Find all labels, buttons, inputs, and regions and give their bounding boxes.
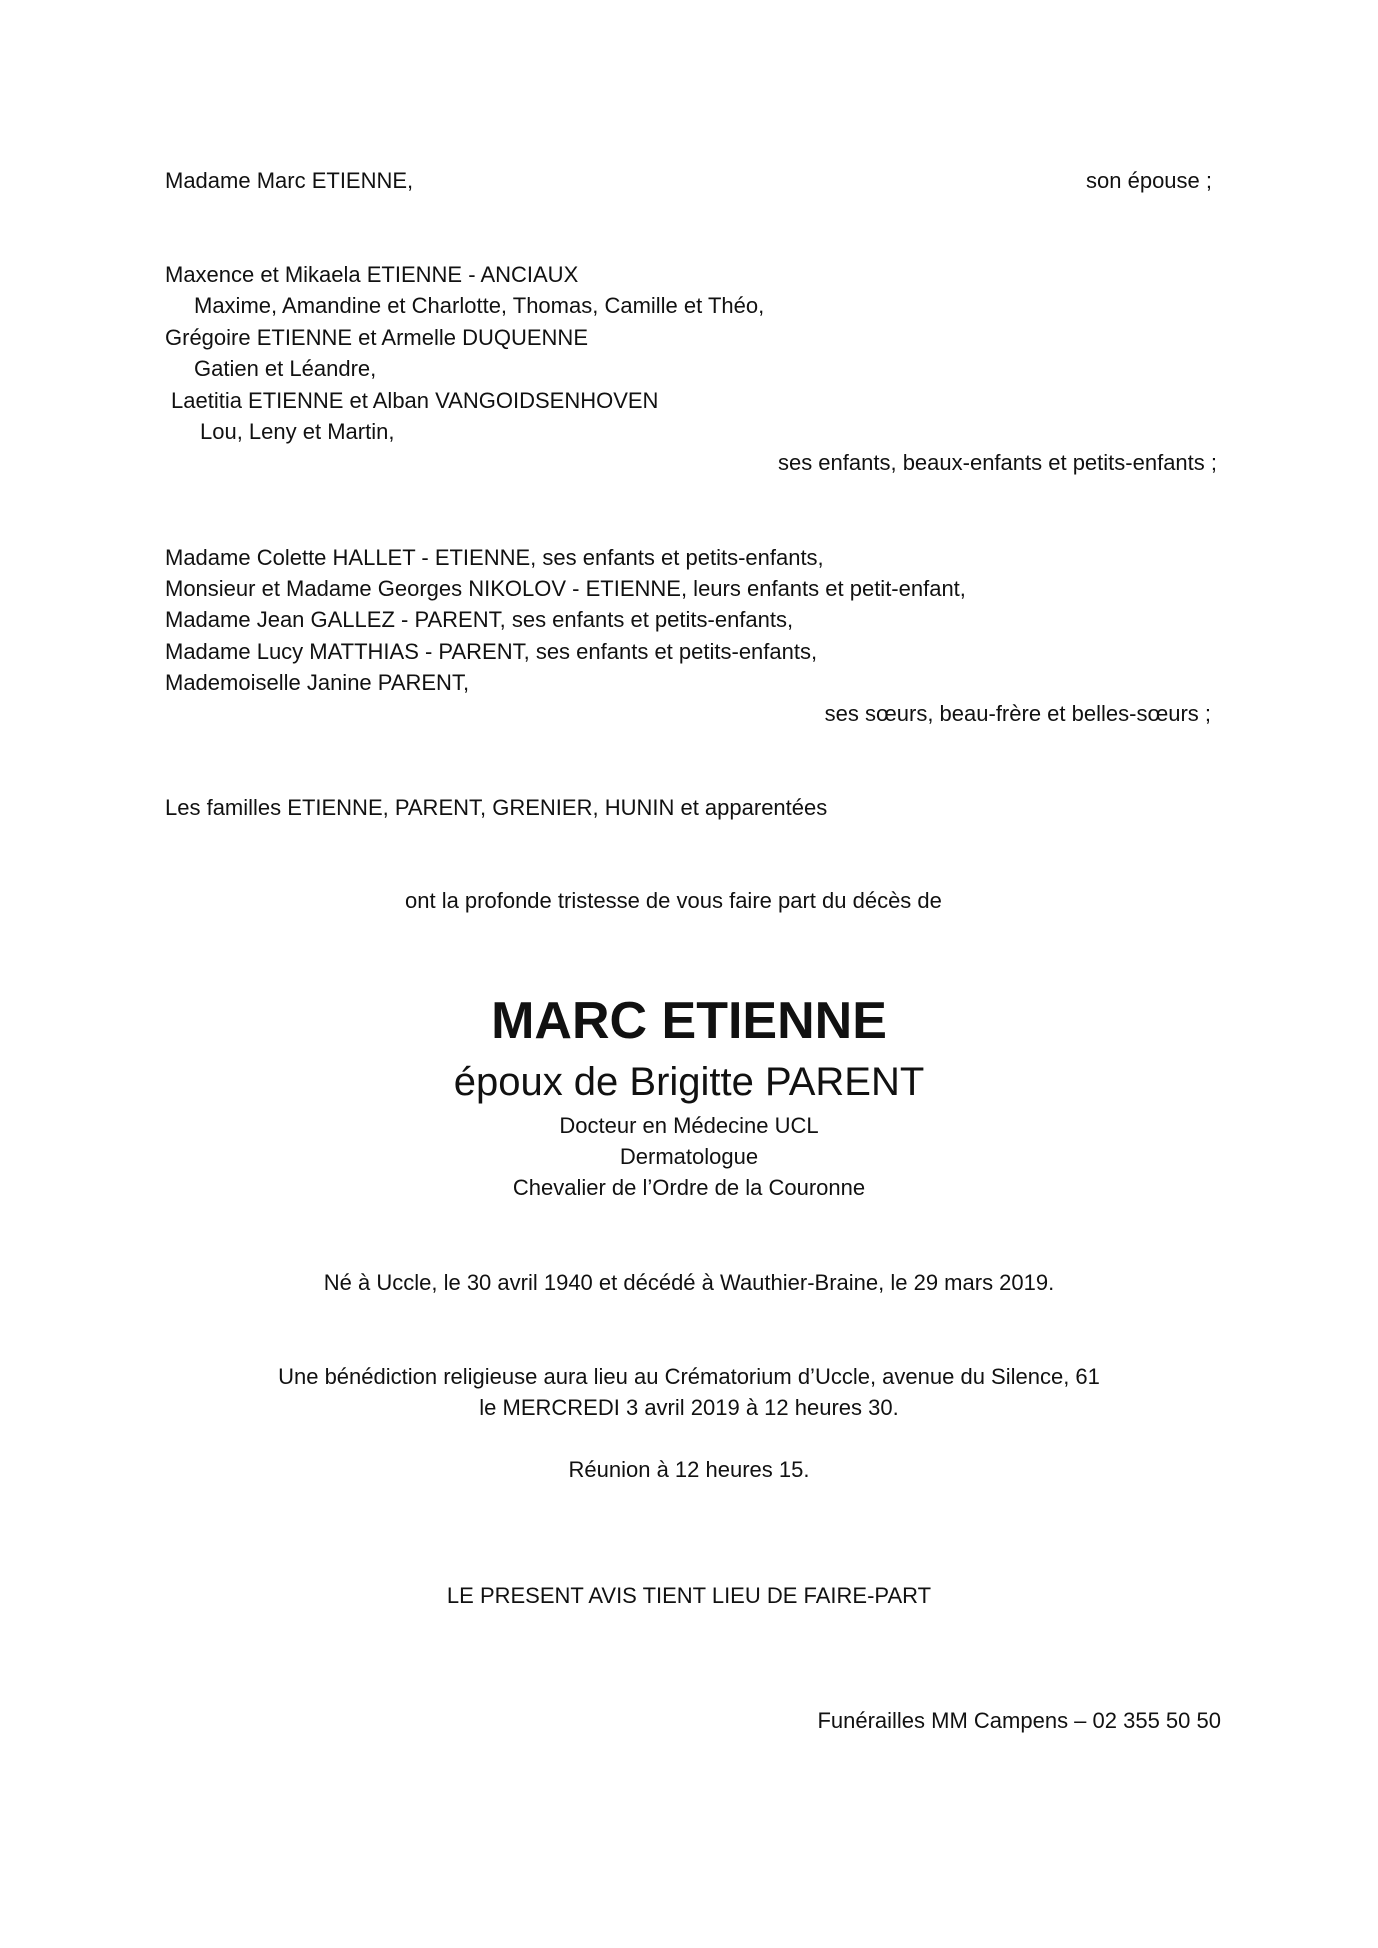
- ceremony-line: Une bénédiction religieuse aura lieu au Crématorium d’Uccle, avenue du Silence, 61: [278, 1364, 1100, 1389]
- families-line: Les familles ETIENNE, PARENT, GRENIER, HUNIN et apparentées: [165, 795, 828, 820]
- deceased-subtitle: époux de Brigitte PARENT: [453, 1060, 925, 1104]
- siblings-line: Mademoiselle Janine PARENT,: [165, 670, 470, 695]
- spouse-role: son épouse ;: [1086, 168, 1212, 193]
- deceased-title: Dermatologue: [619, 1144, 759, 1169]
- notice-line: LE PRESENT AVIS TIENT LIEU DE FAIRE-PART: [446, 1583, 932, 1608]
- announcement-line: ont la profonde tristesse de vous faire part du décès de: [405, 888, 942, 913]
- siblings-line: Madame Jean GALLEZ - PARENT, ses enfants et petits-enfants,: [165, 607, 794, 632]
- siblings-line: Monsieur et Madame Georges NIKOLOV - ETIENNE, leurs enfants et petit-enfant,: [165, 576, 966, 601]
- spouse-name: Madame Marc ETIENNE,: [165, 168, 414, 193]
- children-line: Maxime, Amandine et Charlotte, Thomas, Camille et Théo,: [194, 293, 765, 318]
- children-line: Maxence et Mikaela ETIENNE - ANCIAUX: [165, 262, 579, 287]
- funeral-home-line: Funérailles MM Campens – 02 355 50 50: [817, 1708, 1221, 1733]
- children-line: Lou, Leny et Martin,: [200, 419, 395, 444]
- ceremony-date-line: le MERCREDI 3 avril 2019 à 12 heures 30.: [479, 1395, 899, 1420]
- children-line: Laetitia ETIENNE et Alban VANGOIDSENHOVEN: [171, 388, 659, 413]
- gathering-line: Réunion à 12 heures 15.: [568, 1457, 810, 1482]
- deceased-name: MARC ETIENNE: [491, 992, 887, 1050]
- siblings-line: Madame Colette HALLET - ETIENNE, ses enfants et petits-enfants,: [165, 545, 824, 570]
- children-line: Gatien et Léandre,: [194, 356, 377, 381]
- deceased-title: Docteur en Médecine UCL: [559, 1113, 819, 1138]
- children-line: Grégoire ETIENNE et Armelle DUQUENNE: [165, 325, 588, 350]
- siblings-line: Madame Lucy MATTHIAS - PARENT, ses enfants et petits-enfants,: [165, 639, 818, 664]
- deceased-title: Chevalier de l’Ordre de la Couronne: [512, 1175, 866, 1200]
- children-role: ses enfants, beaux-enfants et petits-enfants ;: [777, 450, 1217, 475]
- siblings-role: ses sœurs, beau-frère et belles-sœurs ;: [824, 701, 1211, 726]
- birth-death-line: Né à Uccle, le 30 avril 1940 et décédé à Wauthier-Braine, le 29 mars 2019.: [323, 1270, 1055, 1295]
